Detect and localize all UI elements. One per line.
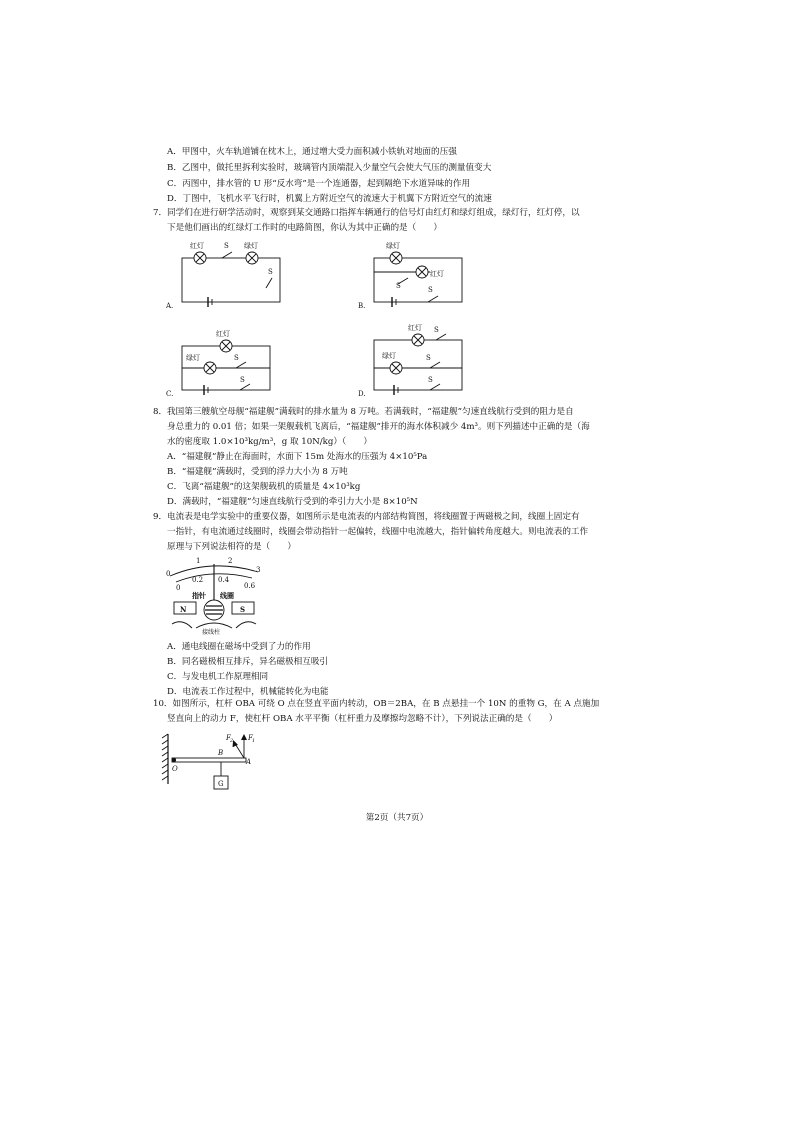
q7-label-green-b: 绿灯 [386,242,400,250]
q9-stem-line1: 9．电流表是电学实验中的重要仪器，如图所示是电流表的内部结构简图，将线圈置于两磁极之间，线圈上固定有 [153,512,580,522]
q9-label-pointer: 指针 [192,591,206,600]
q7-label-s1-a: S [268,268,273,276]
q10-label-f1-sub: 1 [252,738,256,744]
q9-scale-bottom-1: 0.2 [192,576,204,584]
q7-label-s2-d: S [426,354,431,362]
q9-option-b: B．同名磁极相互排斥，异名磁极相互吸引 [167,657,329,667]
q7-stem-line2: 下是他们画出的红绿灯工作时的电路简图，你认为其中正确的是（ ） [167,223,443,233]
q7-stem-line1: 7．同学们在进行研学活动时，观察到某交通路口指挥车辆通行的信号灯由红灯和绿灯组成，绿灯行，红灯停，以 [153,208,580,218]
q8-option-c: C．飞离“福建舰”的这架舰载机的质量是 4×10³kg [167,482,361,492]
q9-stem-line3: 原理与下列说法相符的是（ ） [167,542,296,552]
q9-option-a: A．通电线圈在磁场中受到了力的作用 [167,642,311,652]
q9-scale-top-3: 3 [256,566,261,574]
q9-label-s: S [240,605,246,614]
q7-label-red-b: 红灯 [430,270,444,278]
q7-label-s2-a: S [224,242,229,250]
q7-label-green-d: 绿灯 [382,352,396,360]
q7-label-s1-d: S [434,326,439,334]
q8-option-b: B．“福建舰”满载时，受到的浮力大小为 8 万吨 [167,467,348,477]
q6-option-d: D．丁图中，飞机水平飞行时，机翼上方附近空气的流速大于机翼下方附近空气的流速 [167,194,492,204]
q7-option-a: A. [166,302,174,310]
q10-label-f2-sub: 2 [230,738,234,744]
q10-label-f2: F [226,734,231,742]
q7-label-red-a: 红灯 [190,242,204,250]
page-footer: 第2页（共7页） [365,813,429,823]
q6-option-a: A．甲图中，火车轨道铺在枕木上，通过增大受力面积减小铁轨对地面的压强 [167,147,457,157]
q9-scale-top-2: 2 [228,557,233,565]
q9-scale-bottom-0: 0 [176,584,181,592]
q7-option-b: B. [358,302,366,310]
q7-label-s-d: S [428,376,433,384]
q6-option-b: B．乙图中，做托里拆利实验时，玻璃管内顶端混入少量空气会使大气压的测量值变大 [167,163,492,173]
q8-stem-line2: 身总重力的 0.01 倍；如果一架舰载机飞离后，“福建舰”排开的海水体积减少 4m³。则下列描述中正确的是（海 [167,422,590,432]
q7-option-d: D. [358,390,366,398]
q7-label-red-c: 红灯 [216,330,230,338]
q9-ammeter-figure [162,552,272,638]
q9-scale-top-0: 0 [166,570,171,578]
q10-lever-figure [160,728,270,794]
q9-label-coil: 线圈 [220,591,234,600]
q10-label-f1: F [248,734,253,742]
q9-option-d: D．电流表工作过程中，机械能转化为电能 [167,687,329,697]
q9-stem-line2: 一指针，有电流通过线圈时，线圈会带动指针一起偏转，线圈中电流越大，指针偏转角度越大。则电流表的工作 [167,527,589,537]
q7-label-green-c: 绿灯 [186,354,200,362]
q10-label-b: B [218,749,224,757]
q9-scale-bottom-3: 0.6 [244,582,256,590]
q7-circuit-diagrams [160,236,480,404]
q10-stem-line1: 10．如图所示，杠杆 OBA 可绕 O 点在竖直平面内转动，OB＝2BA，在 B 点悬挂一个 10N 的重物 G，在 A 点施加 [153,699,600,709]
q8-option-d: D．满载时，“福建舰”匀速直线航行受到的牵引力大小是 8×10⁵N [167,497,418,507]
q9-option-c: C．与发电机工作原理相同 [167,672,269,682]
q10-label-a: A [246,758,252,766]
q9-label-n: N [180,605,187,614]
q7-label-s-b: S [428,286,433,294]
q7-option-c: C. [166,390,174,398]
q7-label-s2-b: S [396,282,401,290]
q10-stem-line2: 竖直向上的动力 F，使杠杆 OBA 水平平衡（杠杆重力及摩擦均忽略不计），下列说法正确的是（ ） [167,714,558,724]
q9-scale-top-1: 1 [196,557,201,565]
q7-label-s2-c: S [234,354,239,362]
q10-label-o: O [172,765,178,773]
q9-scale-bottom-2: 0.4 [218,576,230,584]
q7-label-green-a: 绿灯 [244,242,258,250]
q6-option-c: C．丙图中，排水管的 U 形“反水弯”是一个连通器，起到隔绝下水道异味的作用 [167,179,471,189]
q10-label-g: G [218,780,224,788]
q9-label-terminal: 接线柱 [202,629,221,636]
q8-stem-line3: 水的密度取 1.0×10³kg/m³，g 取 10N/kg）（ ） [167,437,373,447]
q8-option-a: A．“福建舰”静止在海面时，水面下 15m 处海水的压强为 4×10⁵Pa [167,452,428,462]
q8-stem-line1: 8．我国第三艘航空母舰“福建舰”满载时的排水量为 8 万吨。若满载时，“福建舰”匀速直线航行受到的阻力是自 [153,407,574,417]
q7-label-s-c: S [240,376,245,384]
q7-label-red-d: 红灯 [408,324,422,332]
